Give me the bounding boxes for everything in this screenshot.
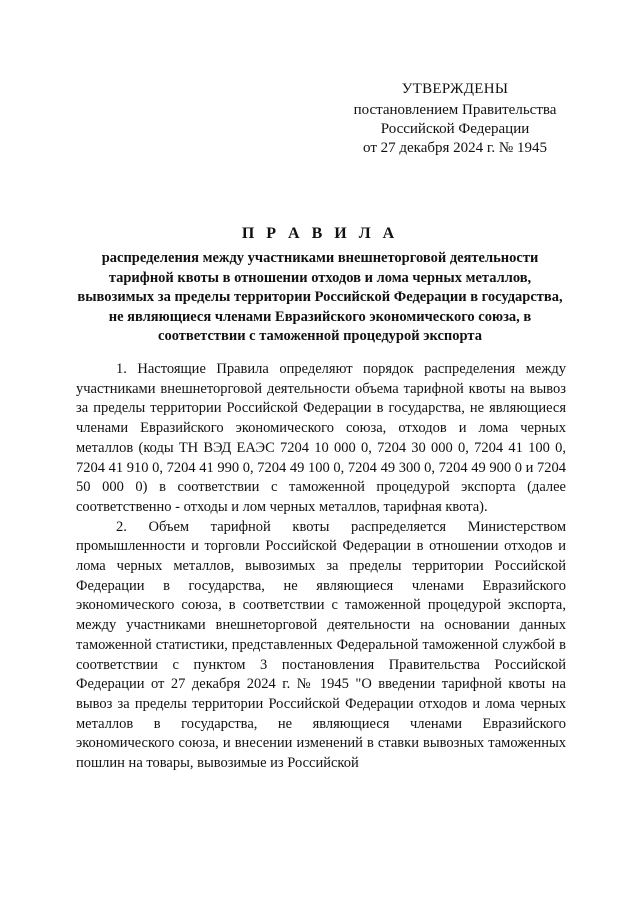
document-title: П Р А В И Л А <box>241 225 399 242</box>
paragraph-1: 1. Настоящие Правила определяют порядок распределения между участниками внешнеторговой деятельности объема тарифной квоты на вывоз за пределы территории Российской Федерации в государства, не являющиеся членами Евразийского экономического союза, отходов и лома черных металлов (коды ТН ВЭД ЕАЭС 7204 10 000 0, 7204 30 000 0, 7204 41 100 0, 7204 41 910 0, 7204 41 990 0, 7204 49 100 0, 7204 49 300 0, 7204 49 900 0 и 7204 50 000 0) в соответствии с таможенной процедурой экспорта (далее соответственно - отходы и лом черных металлов, тарифная квота). <box>76 361 566 515</box>
approval-line-3: от 27 декабря 2024 г. № 1945 <box>363 140 547 156</box>
document-body <box>76 360 566 774</box>
approval-line-1: постановлением Правительства <box>353 102 557 118</box>
approval-stamp: УТВЕРЖДЕНЫ <box>401 81 509 97</box>
document-subtitle: распределения между участниками внешнеторговой деятельности тарифной квоты в отношении отходов и лома черных металлов, вывозимых за пределы территории Российской Федерации в государства, не являющиеся членами Евразийского экономического союза, в соответствии с таможенной процедурой экспорта <box>77 250 563 344</box>
approval-block <box>340 80 570 158</box>
paragraph-2: 2. Объем тарифной квоты распределяется Министерством промышленности и торговли Российской Федерации в отношении отходов и лома черных металлов, вывозимых за пределы территории Российской Федерации в государства, не являющиеся членами Евразийского экономического союза, в соответствии с таможенной процедурой экспорта, между участниками внешнеторговой деятельности на основании данных таможенной статистики, представленных Федеральной таможенной службой в соответствии с пунктом 3 постановления Правительства Российской Федерации от 27 декабря 2024 г. № 1945 "О введении тарифной квоты на вывоз за пределы территории Российской Федерации отходов и лома черных металлов в государства, не являющиеся членами Евразийского экономического союза, и внесении изменений в ставки вывозных таможенных пошлин на товары, вывозимые из Российской <box>76 518 566 772</box>
approval-line-2: Российской Федерации <box>380 121 530 137</box>
